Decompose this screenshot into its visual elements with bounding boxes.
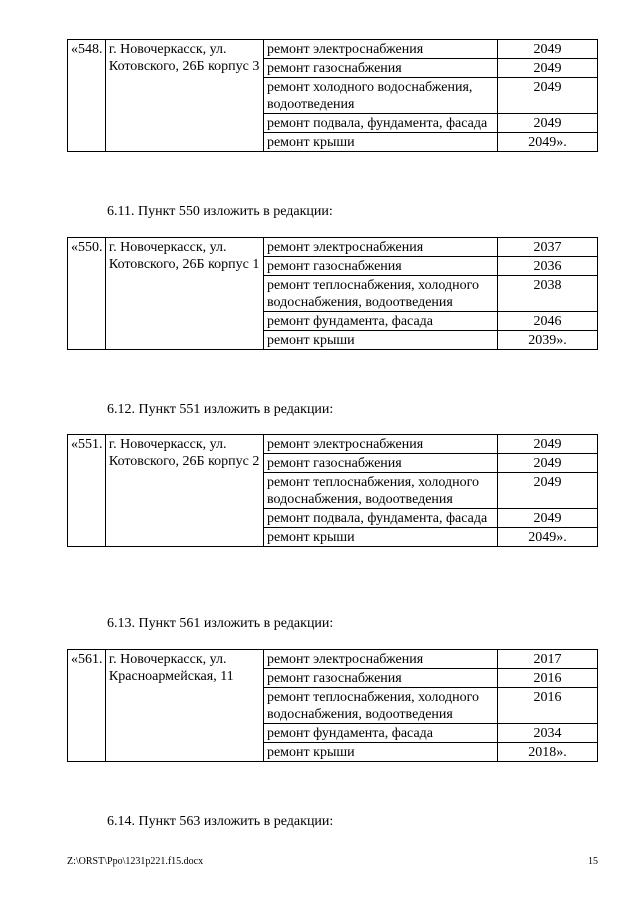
item-number: «561. xyxy=(68,650,106,762)
work-year: 2049 xyxy=(497,59,597,78)
work-type: ремонт крыши xyxy=(263,331,497,350)
work-type: ремонт электроснабжения xyxy=(263,40,497,59)
table-item-561 xyxy=(67,649,598,762)
work-year: 2037 xyxy=(497,238,597,257)
work-year: 2036 xyxy=(497,257,597,276)
item-number: «551. xyxy=(68,435,106,547)
section-heading-6-13: 6.13. Пункт 561 изложить в редакции: xyxy=(107,616,334,631)
item-number: «550. xyxy=(68,238,106,350)
work-year: 2049 xyxy=(497,78,597,114)
work-year: 2049 xyxy=(497,473,597,509)
work-type: ремонт фундамента, фасада xyxy=(263,312,497,331)
work-type: ремонт электроснабжения xyxy=(263,650,497,669)
work-type: ремонт подвала, фундамента, фасада xyxy=(263,114,497,133)
work-type: ремонт теплоснабжения, холодного водоснабжения, водоотведения xyxy=(263,688,497,724)
work-year: 2016 xyxy=(497,688,597,724)
address: г. Новочеркасск, ул. Котовского, 26Б корпус 2 xyxy=(105,435,263,547)
work-year: 2049». xyxy=(497,528,597,547)
work-year: 2039». xyxy=(497,331,597,350)
work-year: 2046 xyxy=(497,312,597,331)
work-type: ремонт электроснабжения xyxy=(263,435,497,454)
work-year: 2016 xyxy=(497,669,597,688)
work-type: ремонт газоснабжения xyxy=(263,257,497,276)
work-year: 2049 xyxy=(497,454,597,473)
work-type: ремонт газоснабжения xyxy=(263,59,497,78)
work-type: ремонт подвала, фундамента, фасада xyxy=(263,509,497,528)
item-number: «548. xyxy=(68,40,106,152)
section-heading-6-12: 6.12. Пункт 551 изложить в редакции: xyxy=(107,402,334,417)
work-type: ремонт электроснабжения xyxy=(263,238,497,257)
work-type: ремонт крыши xyxy=(263,133,497,152)
work-type: ремонт газоснабжения xyxy=(263,454,497,473)
work-type: ремонт холодного водоснабжения, водоотведения xyxy=(263,78,497,114)
work-type: ремонт крыши xyxy=(263,743,497,762)
work-type: ремонт газоснабжения xyxy=(263,669,497,688)
work-type: ремонт крыши xyxy=(263,528,497,547)
work-year: 2049 xyxy=(497,509,597,528)
work-year: 2038 xyxy=(497,276,597,312)
work-type: ремонт фундамента, фасада xyxy=(263,724,497,743)
work-year: 2049 xyxy=(497,435,597,454)
work-type: ремонт теплоснабжения, холодного водоснабжения, водоотведения xyxy=(263,473,497,509)
work-year: 2049». xyxy=(497,133,597,152)
table-item-551 xyxy=(67,434,598,547)
work-year: 2049 xyxy=(497,114,597,133)
work-year: 2018». xyxy=(497,743,597,762)
footer-file-path: Z:\ORST\Ppo\1231p221.f15.docx xyxy=(67,856,204,867)
address: г. Новочеркасск, ул. Котовского, 26Б корпус 3 xyxy=(105,40,263,152)
work-year: 2034 xyxy=(497,724,597,743)
work-year: 2017 xyxy=(497,650,597,669)
page-number: 15 xyxy=(588,856,598,867)
work-type: ремонт теплоснабжения, холодного водоснабжения, водоотведения xyxy=(263,276,497,312)
table-item-548 xyxy=(67,39,598,152)
address: г. Новочеркасск, ул. Красноармейская, 11 xyxy=(105,650,263,762)
section-heading-6-14: 6.14. Пункт 563 изложить в редакции: xyxy=(107,814,334,829)
address: г. Новочеркасск, ул. Котовского, 26Б корпус 1 xyxy=(105,238,263,350)
table-item-550 xyxy=(67,237,598,350)
work-year: 2049 xyxy=(497,40,597,59)
section-heading-6-11: 6.11. Пункт 550 изложить в редакции: xyxy=(107,204,333,219)
